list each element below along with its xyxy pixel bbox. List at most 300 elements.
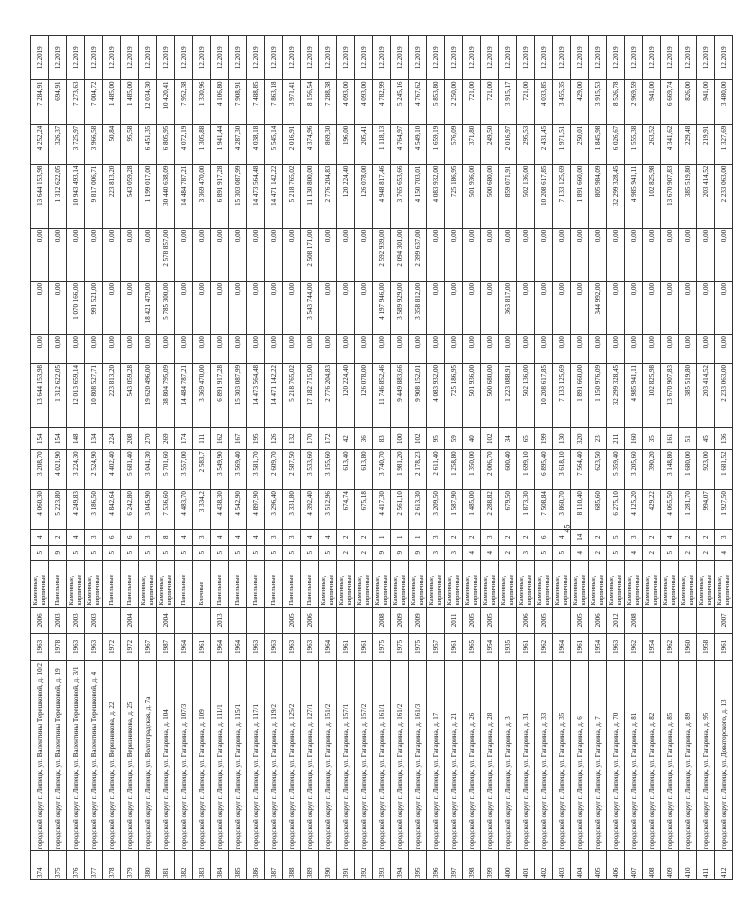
- table-cell-c10: 0,00: [607, 335, 625, 364]
- table-cell-c7: 3 148,80: [661, 450, 679, 490]
- table-cell-c16: 12.2019: [463, 36, 481, 80]
- table-cell-c3: Каменные, кирпичные: [697, 561, 715, 608]
- table-cell-c7: 7 564,40: [571, 450, 589, 490]
- table-cell-c3: Панельные: [103, 561, 121, 608]
- table-cell-address: городской округ г. Липецк, ул. Доваторского, д. 13: [715, 660, 733, 851]
- table-cell-c16: 12.2019: [517, 36, 535, 80]
- table-cell-address: городской округ г. Липецк, ул. Валентины Терешковой, д. 10/2: [31, 660, 49, 851]
- table-cell-c12: 0,00: [643, 228, 661, 281]
- table-cell-c2: [175, 607, 193, 634]
- table-cell-c15: 4 033,85: [535, 80, 553, 124]
- table-cell-n: 410: [679, 851, 697, 880]
- table-cell-c13: 32 299 328,45: [607, 164, 625, 228]
- table-cell-c5: 14: [571, 530, 589, 546]
- table-cell-c1: 1961: [355, 634, 373, 661]
- table-cell-c1: 1964: [319, 634, 337, 661]
- table-cell-c9: 13 670 907,83: [661, 363, 679, 427]
- table-cell-c2: [697, 607, 715, 634]
- table-cell-c8: 174: [175, 428, 193, 450]
- table-cell-c14: 249,50: [481, 124, 499, 164]
- table-cell-c11: 0,00: [553, 281, 571, 334]
- table-cell-n: 394: [391, 851, 409, 880]
- table-row: [535, 36, 553, 880]
- table-cell-c9: 4 985 941,11: [625, 363, 643, 427]
- table-row: [175, 36, 193, 880]
- table-cell-c11: 3 358 812,00: [409, 281, 427, 334]
- table-cell-c2: 2007: [715, 607, 733, 634]
- table-cell-c2: [643, 607, 661, 634]
- table-cell-address: городской округ г. Липецк, ул. Валентины Терешковой, д. 19: [49, 660, 67, 851]
- table-cell-c8: 100: [391, 428, 409, 450]
- table-cell-c9: 5 218 765,02: [283, 363, 301, 427]
- table-cell-c9: 126 078,00: [355, 363, 373, 427]
- table-cell-c12: 2 094 301,00: [391, 228, 409, 281]
- table-cell-c14: 326,37: [49, 124, 67, 164]
- table-cell-c16: 12.2019: [535, 36, 553, 80]
- table-cell-c8: 154: [31, 428, 49, 450]
- table-cell-c12: 0,00: [553, 228, 571, 281]
- table-cell-address: городской округ г. Липецк, ул. Гагарина, д. 31: [517, 660, 535, 851]
- table-cell-c16: 12.2019: [139, 36, 157, 80]
- table-cell-c13: 9 817 006,71: [85, 164, 103, 228]
- table-cell-c16: 12.2019: [697, 36, 715, 80]
- table-cell-c8: 148: [67, 428, 85, 450]
- table-cell-c8: 45: [697, 428, 715, 450]
- table-cell-c1: 1935: [499, 634, 517, 661]
- table-cell-c4: 4: [463, 545, 481, 561]
- table-cell-c10: 0,00: [49, 335, 67, 364]
- table-cell-c11: 0,00: [319, 281, 337, 334]
- table-cell-c6: 679,50: [499, 490, 517, 530]
- table-cell-c2: 2004: [121, 607, 139, 634]
- table-cell-c3: Каменные, кирпичные: [625, 561, 643, 608]
- table-cell-n: 383: [193, 851, 211, 880]
- table-cell-c12: 0,00: [247, 228, 265, 281]
- table-cell-c6: 4 438,30: [211, 490, 229, 530]
- table-cell-c13: 13 670 907,83: [661, 164, 679, 228]
- table-cell-c8: 320: [571, 428, 589, 450]
- table-row: [355, 36, 373, 880]
- table-cell-c14: 1 118,13: [373, 124, 391, 164]
- table-cell-c7: 3 740,70: [373, 450, 391, 490]
- table-cell-c16: 12.2019: [571, 36, 589, 80]
- table-cell-c7: 4 402,40: [103, 450, 121, 490]
- table-cell-c5: 3: [85, 530, 103, 546]
- table-cell-c5: 4: [229, 530, 247, 546]
- table-cell-c15: 826,00: [679, 80, 697, 124]
- table-cell-c6: 674,74: [337, 490, 355, 530]
- table-cell-c10: 0,00: [499, 335, 517, 364]
- table-cell-c5: 3: [265, 530, 283, 546]
- table-cell-address: городской округ г. Липецк, ул. Гагарина, д. 3: [499, 660, 517, 851]
- table-cell-c9: 13 644 153,98: [31, 363, 49, 427]
- table-cell-c14: 196,00: [337, 124, 355, 164]
- table-cell-c10: 0,00: [463, 335, 481, 364]
- table-cell-c8: 154: [49, 428, 67, 450]
- table-cell-c3: Каменные, кирпичные: [463, 561, 481, 608]
- table-cell-c16: 12.2019: [373, 36, 391, 80]
- table-row: [49, 36, 67, 880]
- table-cell-n: 381: [157, 851, 175, 880]
- table-cell-c1: 1964: [553, 634, 571, 661]
- table-cell-c12: 0,00: [715, 228, 733, 281]
- table-cell-c1: 1964: [211, 634, 229, 661]
- table-cell-c6: 8 110,40: [571, 490, 589, 530]
- table-cell-n: 397: [445, 851, 463, 880]
- table-cell-c9: 2 233 063,00: [715, 363, 733, 427]
- table-cell-c2: 2008: [625, 607, 643, 634]
- table-cell-c6: 1 927,50: [715, 490, 733, 530]
- table-cell-c5: 1: [409, 530, 427, 546]
- table-cell-c2: 2006: [517, 607, 535, 634]
- table-cell-c13: 10 208 617,85: [535, 164, 553, 228]
- table-cell-c3: Каменные, кирпичные: [319, 561, 337, 608]
- table-cell-address: городской округ г. Липецк, ул. Гагарина, д. 89: [679, 660, 697, 851]
- table-cell-c15: 12 034,30: [139, 80, 157, 124]
- table-row: [31, 36, 49, 880]
- table-cell-c10: 0,00: [391, 335, 409, 364]
- table-cell-c11: 0,00: [121, 281, 139, 334]
- table-cell-n: 405: [589, 851, 607, 880]
- table-cell-c16: 12.2019: [85, 36, 103, 80]
- table-row: [463, 36, 481, 880]
- table-cell-c5: 1: [373, 530, 391, 546]
- table-cell-c11: 0,00: [31, 281, 49, 334]
- table-cell-c10: 0,00: [103, 335, 121, 364]
- table-cell-c1: 1963: [85, 634, 103, 661]
- table-cell-c6: 1 281,70: [679, 490, 697, 530]
- table-cell-c14: 263,52: [643, 124, 661, 164]
- table-cell-c3: Панельные: [283, 561, 301, 608]
- table-cell-c6: 4 125,20: [625, 490, 643, 530]
- table-cell-c10: 0,00: [517, 335, 535, 364]
- table-cell-c6: 3 334,2: [193, 490, 211, 530]
- table-cell-c9: 14 473 564,48: [247, 363, 265, 427]
- table-cell-c9: 6 891 917,28: [211, 363, 229, 427]
- table-cell-c15: 5 245,16: [391, 80, 409, 124]
- table-cell-c2: 2006: [31, 607, 49, 634]
- table-cell-c8: 132: [283, 428, 301, 450]
- table-cell-n: 379: [121, 851, 139, 880]
- table-cell-n: 401: [517, 851, 535, 880]
- table-cell-c8: 270: [139, 428, 157, 450]
- table-cell-c4: 5: [85, 545, 103, 561]
- table-cell-c16: 12.2019: [643, 36, 661, 80]
- table-cell-c16: 12.2019: [625, 36, 643, 80]
- table-cell-c7: 3 208,70: [31, 450, 49, 490]
- table-cell-c7: 2 178,23: [409, 450, 427, 490]
- table-cell-c10: 0,00: [715, 335, 733, 364]
- table-cell-c14: 1 941,44: [211, 124, 229, 164]
- table-cell-c7: 2 609,70: [265, 450, 283, 490]
- table-cell-c13: 6 891 917,28: [211, 164, 229, 228]
- table-cell-c16: 12.2019: [175, 36, 193, 80]
- table-cell-c9: 17 182 715,00: [301, 363, 319, 427]
- table-cell-c7: 390,20: [643, 450, 661, 490]
- table-cell-c4: 5: [283, 545, 301, 561]
- table-cell-c13: 385 519,80: [679, 164, 697, 228]
- table-cell-c13: 7 133 125,69: [553, 164, 571, 228]
- table-cell-c8: 167: [229, 428, 247, 450]
- table-cell-c13: 4 083 932,00: [427, 164, 445, 228]
- table-cell-c12: 0,00: [481, 228, 499, 281]
- table-row: [211, 36, 229, 880]
- table-cell-c8: 160: [625, 428, 643, 450]
- table-row: [409, 36, 427, 880]
- table-cell-c4: 4: [571, 545, 589, 561]
- table-cell-c7: 1 699,10: [517, 450, 535, 490]
- table-cell-c16: 12.2019: [337, 36, 355, 80]
- table-cell-c2: [229, 607, 247, 634]
- table-cell-c15: 3 915,53: [589, 80, 607, 124]
- table-cell-c13: 14 484 787,21: [175, 164, 193, 228]
- table-cell-c7: 623,50: [589, 450, 607, 490]
- table-cell-c11: 0,00: [607, 281, 625, 334]
- table-cell-c5: 2: [517, 530, 535, 546]
- table-cell-c5: 2: [337, 530, 355, 546]
- table-cell-c11: 0,00: [229, 281, 247, 334]
- table-cell-address: городской округ г. Липецк, ул. Гагарина, д. 161/3: [409, 660, 427, 851]
- table-cell-c4: 5: [193, 545, 211, 561]
- table-cell-address: городской округ г. Липецк, ул. Гагарина, д. 26: [463, 660, 481, 851]
- table-cell-c1: 1963: [301, 634, 319, 661]
- table-cell-c4: 5: [229, 545, 247, 561]
- table-cell-c7: 1 981,20: [391, 450, 409, 490]
- table-cell-c13: 223 813,20: [103, 164, 121, 228]
- table-cell-c13: 4 985 941,11: [625, 164, 643, 228]
- table-cell-c10: 0,00: [85, 335, 103, 364]
- table-cell-c16: 12.2019: [319, 36, 337, 80]
- table-cell-n: 400: [499, 851, 517, 880]
- table-cell-c7: 5 359,40: [607, 450, 625, 490]
- table-cell-c2: 2003: [49, 607, 67, 634]
- table-cell-c13: 30 440 638,09: [157, 164, 175, 228]
- table-row: [517, 36, 535, 880]
- table-cell-c7: 4 021,90: [49, 450, 67, 490]
- table-cell-c9: 223 813,20: [103, 363, 121, 427]
- table-row: [445, 36, 463, 880]
- table-cell-c6: 2 613,30: [409, 490, 427, 530]
- table-cell-c9: 2 776 204,83: [319, 363, 337, 427]
- table-cell-c13: 4 150 703,01: [409, 164, 427, 228]
- table-cell-n: 377: [85, 851, 103, 880]
- table-cell-n: 374: [31, 851, 49, 880]
- table-cell-c10: 0,00: [481, 335, 499, 364]
- table-cell-address: городской округ г. Липецк, ул. Гагарина, д. 125/2: [283, 660, 301, 851]
- table-cell-c6: 429,22: [643, 490, 661, 530]
- table-cell-c9: 502 136,00: [517, 363, 535, 427]
- table-cell-c2: 2011: [445, 607, 463, 634]
- table-cell-c15: 7 273,63: [67, 80, 85, 124]
- table-cell-c15: 4 782,99: [373, 80, 391, 124]
- table-cell-c8: 42: [337, 428, 355, 450]
- table-cell-c4: 2: [355, 545, 373, 561]
- table-cell-c9: 32 299 328,45: [607, 363, 625, 427]
- table-cell-c7: 1 681,52: [715, 450, 733, 490]
- table-cell-n: 382: [175, 851, 193, 880]
- table-cell-c15: 3 455,35: [553, 80, 571, 124]
- table-cell-c3: Каменные, кирпичные: [535, 561, 553, 608]
- table-cell-c4: 3: [445, 545, 463, 561]
- table-cell-c1: 1960: [679, 634, 697, 661]
- table-cell-c5: 6: [121, 530, 139, 546]
- table-cell-c1: 1965: [463, 634, 481, 661]
- table-cell-c13: 3 369 470,00: [193, 164, 211, 228]
- table-cell-c3: Блочные: [193, 561, 211, 608]
- table-cell-c2: [103, 607, 121, 634]
- table-cell-c12: 2 508 171,00: [301, 228, 319, 281]
- table-cell-address: городской округ г. Липецк, ул. Гагарина, д. 81: [625, 660, 643, 851]
- table-cell-c15: 7 288,38: [319, 80, 337, 124]
- table-cell-c3: Каменные, кирпичные: [373, 561, 391, 608]
- table-cell-c5: 4: [301, 530, 319, 546]
- table-cell-c5: 2: [589, 530, 607, 546]
- table-cell-c13: 15 303 087,99: [229, 164, 247, 228]
- table-cell-address: городской округ г. Липецк, ул. Гагарина, д. 107/3: [175, 660, 193, 851]
- table-cell-c14: 205,41: [355, 124, 373, 164]
- table-cell-c6: 4 060,30: [31, 490, 49, 530]
- table-cell-address: городской округ г. Липецк, ул. Гагарина, д. 21: [445, 660, 463, 851]
- table-cell-c7: 2 611,40: [427, 450, 445, 490]
- table-cell-c7: 3 224,30: [67, 450, 85, 490]
- table-row: [193, 36, 211, 880]
- table-cell-c8: 35: [643, 428, 661, 450]
- table-cell-c7: 3 569,40: [229, 450, 247, 490]
- table-cell-c5: 3: [481, 530, 499, 546]
- table-cell-c4: 4: [481, 545, 499, 561]
- table-cell-c4: 2: [337, 545, 355, 561]
- table-cell-address: городской округ г. Липецк, ул. Гагарина, д. 28: [481, 660, 499, 851]
- table-cell-n: 391: [337, 851, 355, 880]
- table-cell-c10: 0,00: [373, 335, 391, 364]
- table-cell-c8: 211: [607, 428, 625, 450]
- table-cell-c10: 0,00: [643, 335, 661, 364]
- table-cell-c4: 5: [319, 545, 337, 561]
- table-cell-c16: 12.2019: [679, 36, 697, 80]
- table-cell-c2: 2009: [391, 607, 409, 634]
- table-cell-c10: 0,00: [625, 335, 643, 364]
- table-cell-c4: 5: [31, 545, 49, 561]
- table-row: [553, 36, 571, 880]
- table-cell-c4: 2: [697, 545, 715, 561]
- table-cell-n: 399: [481, 851, 499, 880]
- table-cell-c9: 501 936,00: [463, 363, 481, 427]
- table-cell-c1: 1963: [607, 634, 625, 661]
- table-cell-c5: 2: [49, 530, 67, 546]
- table-cell-c3: Каменные, кирпичные: [445, 561, 463, 608]
- table-cell-c10: 0,00: [319, 335, 337, 364]
- table-cell-c11: 363 817,00: [499, 281, 517, 334]
- table-cell-c14: 4 287,30: [229, 124, 247, 164]
- table-cell-c6: 5 223,80: [49, 490, 67, 530]
- table-cell-c11: 344 992,00: [589, 281, 607, 334]
- table-row: [499, 36, 517, 880]
- table-cell-c16: 12.2019: [49, 36, 67, 80]
- table-cell-c8: 134: [85, 428, 103, 450]
- table-cell-c4: 5: [211, 545, 229, 561]
- table-cell-address: городской округ г. Липецк, ул. Волгоградская, д. 7а: [139, 660, 157, 851]
- table-cell-c11: 0,00: [571, 281, 589, 334]
- table-cell-address: городской округ г. Липецк, ул. Гагарина, д. 33: [535, 660, 553, 851]
- table-cell-c12: 0,00: [193, 228, 211, 281]
- table-cell-c14: 2 016,97: [499, 124, 517, 164]
- table-cell-c11: 18 421 479,00: [139, 281, 157, 334]
- table-cell-c14: 4 252,24: [31, 124, 49, 164]
- table-cell-address: городской округ г. Липецк, ул. Гагарина, д. 127/1: [301, 660, 319, 851]
- table-cell-c14: 1 971,51: [553, 124, 571, 164]
- table-row: [247, 36, 265, 880]
- table-cell-n: 395: [409, 851, 427, 880]
- table-cell-c5: 2: [445, 530, 463, 546]
- table-cell-c11: 991 521,00: [85, 281, 103, 334]
- table-cell-c15: 10 420,41: [157, 80, 175, 124]
- table-cell-c7: 2 524,90: [85, 450, 103, 490]
- table-cell-address: городской округ г. Липецк, ул. Гагарина, д. 161/2: [391, 660, 409, 851]
- table-cell-c6: 994,07: [697, 490, 715, 530]
- table-cell-c12: 0,00: [517, 228, 535, 281]
- table-cell-c5: 2: [679, 530, 697, 546]
- table-cell-c7: 3 557,00: [175, 450, 193, 490]
- table-cell-n: 406: [607, 851, 625, 880]
- table-cell-c9: 203 414,52: [697, 363, 715, 427]
- table-cell-c1: 1964: [175, 634, 193, 661]
- table-cell-address: городской округ г. Липецк, ул. Гагарина, д. 82: [643, 660, 661, 851]
- table-cell-c8: 136: [715, 428, 733, 450]
- table-cell-c9: 10 808 527,71: [85, 363, 103, 427]
- table-cell-c11: 0,00: [211, 281, 229, 334]
- table-cell-c5: 4: [31, 530, 49, 546]
- table-cell-c9: 385 519,80: [679, 363, 697, 427]
- table-cell-n: 403: [553, 851, 571, 880]
- table-cell-n: 404: [571, 851, 589, 880]
- table-cell-c2: 2004: [157, 607, 175, 634]
- table-cell-c10: 0,00: [139, 335, 157, 364]
- table-cell-c13: 805 984,09: [589, 164, 607, 228]
- table-cell-address: городской округ г. Липецк, ул. Гагарина, д. 17: [427, 660, 445, 851]
- table-cell-c1: 1963: [67, 634, 85, 661]
- table-cell-c4: 2: [499, 545, 517, 561]
- table-cell-c16: 12.2019: [301, 36, 319, 80]
- table-cell-c10: 0,00: [175, 335, 193, 364]
- table-cell-c3: Каменные, кирпичные: [427, 561, 445, 608]
- table-cell-c16: 12.2019: [67, 36, 85, 80]
- table-cell-c12: 0,00: [139, 228, 157, 281]
- table-row: [427, 36, 445, 880]
- table-cell-c3: Панельные: [175, 561, 193, 608]
- table-cell-c3: Каменные, кирпичные: [67, 561, 85, 608]
- table-row: [373, 36, 391, 880]
- table-cell-c16: 12.2019: [499, 36, 517, 80]
- table-cell-c11: 0,00: [355, 281, 373, 334]
- table-cell-c2: 2005: [463, 607, 481, 634]
- table-cell-c8: 195: [247, 428, 265, 450]
- table-cell-c8: 269: [157, 428, 175, 450]
- table-cell-c14: 6 026,67: [607, 124, 625, 164]
- table-cell-c15: 8 156,54: [301, 80, 319, 124]
- table-cell-address: городской округ г. Липецк, ул. Гагарина, д. 119/2: [265, 660, 283, 851]
- table-cell-c5: 2: [463, 530, 481, 546]
- table-cell-c4: 5: [139, 545, 157, 561]
- table-cell-c11: 3 589 929,00: [391, 281, 409, 334]
- table-cell-c14: 1 327,69: [715, 124, 733, 164]
- table-cell-c2: 2009: [409, 607, 427, 634]
- table-cell-c16: 12.2019: [409, 36, 427, 80]
- table-row: [607, 36, 625, 880]
- table-cell-c4: 9: [409, 545, 427, 561]
- table-cell-c11: 4 197 946,00: [373, 281, 391, 334]
- table-cell-c8: 102: [409, 428, 427, 450]
- table-cell-c16: 12.2019: [427, 36, 445, 80]
